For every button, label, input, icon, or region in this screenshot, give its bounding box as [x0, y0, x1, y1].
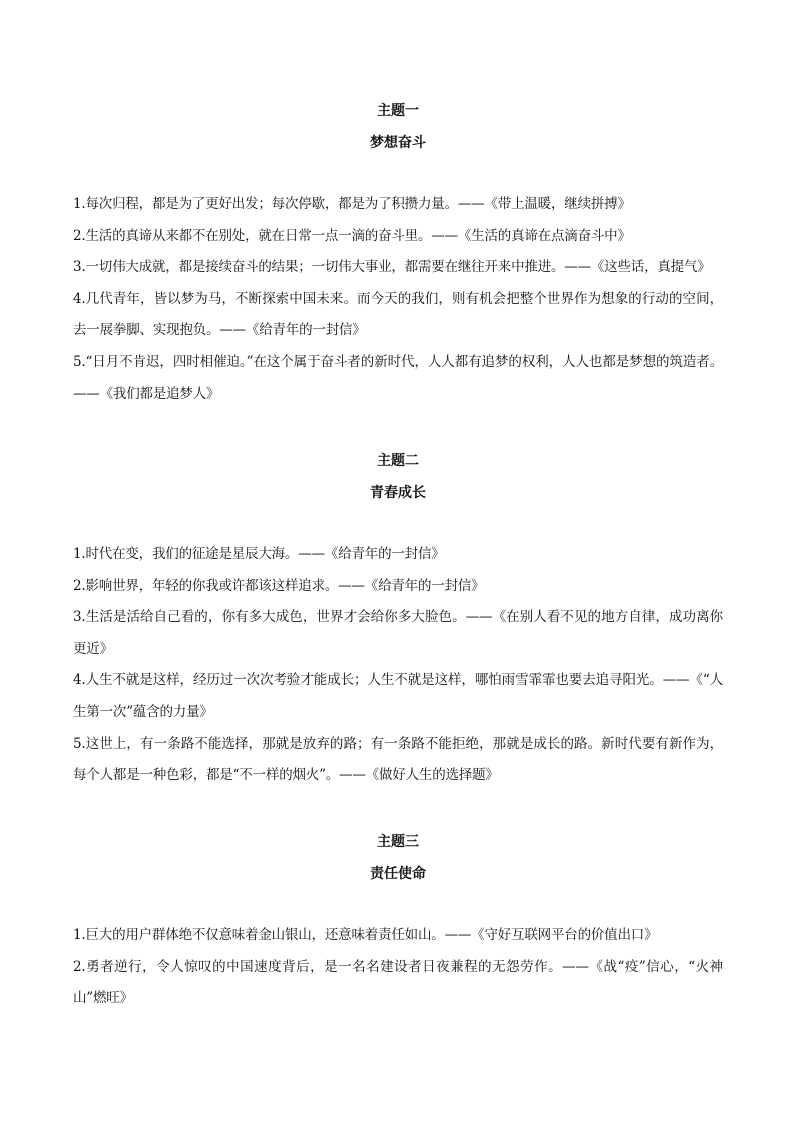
section-subtitle: 梦想奋斗: [370, 135, 426, 151]
quote-item: 2.生活的真谛从来都不在别处，就在日常一点一滴的奋斗里。——《生活的真谛在点滴奋斗中》: [73, 227, 631, 244]
section-theme-title: 主题三: [377, 834, 419, 850]
section-subtitle: 青春成长: [370, 485, 426, 501]
quote-item: 1.每次归程，都是为了更好出发；每次停歇，都是为了积攒力量。——《带上温暖，继续拼搏》: [73, 196, 631, 212]
quote-list: [73, 539, 723, 792]
quote-item: 5.“日月不肯迟，四时相催迫。”在这个属于奋斗者的新时代，人人都有追梦的权利，人人也都是梦想的筑造者。——《我们都是追梦人》: [73, 353, 723, 402]
section-theme-title: 主题二: [377, 453, 419, 469]
quote-item: 1.巨大的用户群体绝不仅意味着金山银山，还意味着责任如山。——《守好互联网平台的价值出口》: [73, 927, 658, 943]
quote-item: 5.这世上，有一条路不能选择，那就是放弃的路；有一条路不能拒绝，那就是成长的路。新时代要有新作为，每个人都是一种色彩，都是“不一样的烟火”。——《做好人生的选择题》: [73, 735, 723, 784]
quote-item: 3.生活是活给自己看的，你有多大成色，世界才会给你多大脸色。——《在别人看不见的地方自律，成功离你更近》: [73, 609, 723, 657]
section-theme-2: [73, 451, 723, 792]
quote-item: 4.几代青年，皆以梦为马，不断探索中国未来。而今天的我们，则有机会把整个世界作为想象的行动的空间，去一展拳脚、实现抱负。——《给青年的一封信》: [73, 290, 723, 339]
section-theme-1: [73, 101, 723, 410]
section-theme-title: 主题一: [377, 103, 419, 119]
quote-list: [73, 189, 723, 410]
quote-item: 2.勇者逆行，令人惊叹的中国速度背后，是一名名建设者日夜兼程的无怨劳作。——《战“疫”信心，“火神山”燃旺》: [73, 958, 723, 1007]
section-theme-3: [73, 832, 723, 1015]
section-subtitle: 责任使命: [370, 866, 426, 882]
quote-item: 2.影响世界，年轻的你我或许都该这样追求。——《给青年的一封信》: [73, 577, 485, 594]
quote-list: [73, 920, 723, 1015]
quote-item: 4.人生不就是这样，经历过一次次考验才能成长；人生不就是这样，哪怕雨雪霏霏也要去追寻阳光。——《“人生第一次”蕴含的力量》: [73, 672, 723, 720]
quote-item: 3.一切伟大成就，都是接续奋斗的结果；一切伟大事业，都需要在继往开来中推进。——《这些话，真提气》: [73, 259, 711, 276]
quote-item: 1.时代在变，我们的征途是星辰大海。——《给青年的一封信》: [73, 546, 445, 562]
